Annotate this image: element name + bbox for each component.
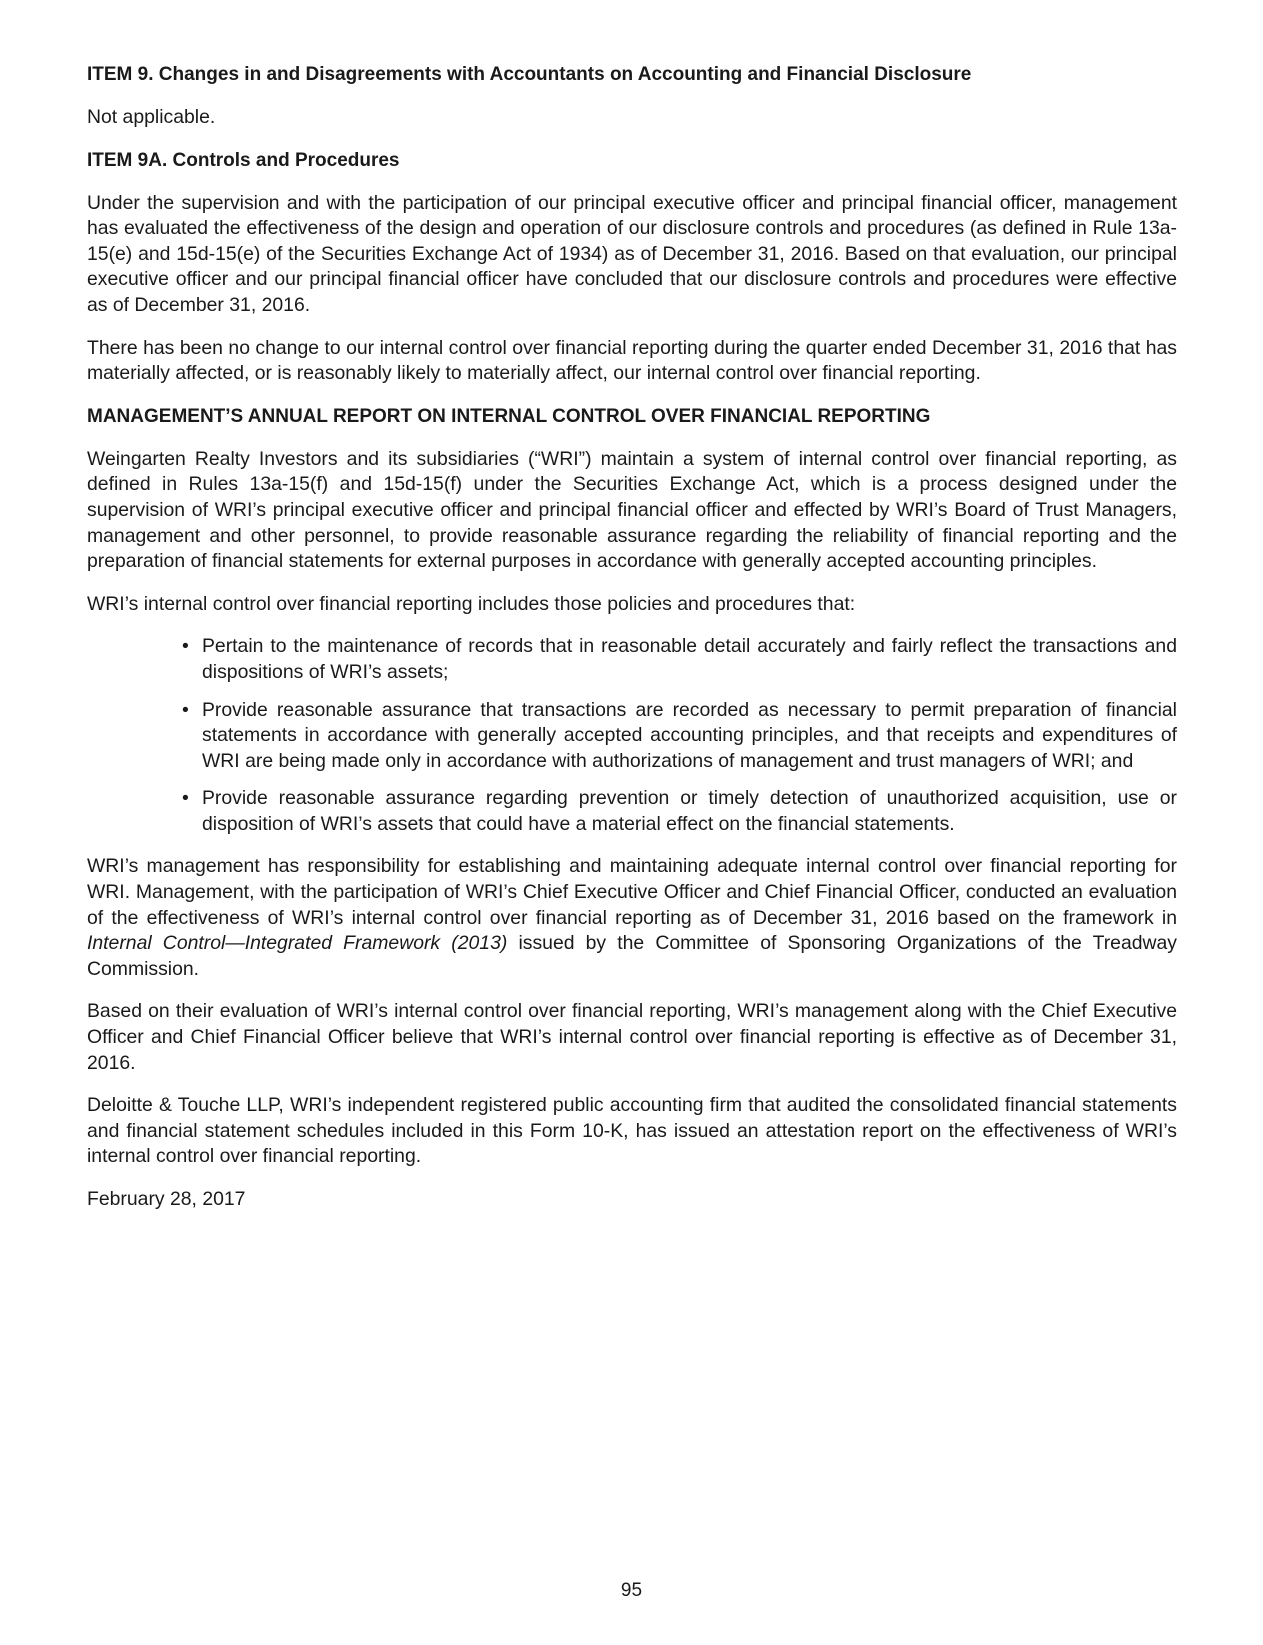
page-number: 95 xyxy=(620,1580,643,1601)
report-paragraph-2: WRI’s internal control over financial reporting includes those policies and procedures that: xyxy=(87,592,856,615)
bullet-icon: • xyxy=(182,698,189,721)
framework-title: Internal Control—Integrated Framework (2013) xyxy=(87,932,508,955)
list-item xyxy=(182,698,1177,775)
item9-text: Not applicable. xyxy=(87,106,216,128)
list-item-text: Provide reasonable assurance that transactions are recorded as necessary to permit preparation of financial statements in accordance with generally accepted accounting principles, and that receipts and expenditures of WRI are being made only in accordance with authorizations of management and trust managers of WRI; and xyxy=(202,698,1177,772)
paragraph-text: issued by the Committee of Sponsoring Organizations of the Treadway Commission. xyxy=(87,932,1177,980)
policy-bullet-list xyxy=(87,634,1177,837)
report-paragraph-3 xyxy=(87,854,1177,982)
report-paragraph-1: Weingarten Realty Investors and its subsidiaries (“WRI”) maintain a system of internal control over financial reporting, as defined in Rules 13a-15(f) and 15d-15(f) under the Securities Exchange Act, which is a process designed under the supervision of WRI’s principal executive officer and principal financial officer and effected by WRI’s Board of Trust Managers, management and other personnel, to provide reasonable assurance regarding the reliability of financial reporting and the preparation of financial statements for external purposes in accordance with generally accepted accounting principles. xyxy=(87,447,1177,573)
item9a-paragraph-2: There has been no change to our internal control over financial reporting during the quarter ended December 31, 2016 that has materially affected, or is reasonably likely to materially affect, our internal control over financial reporting. xyxy=(87,336,1177,385)
list-item-text: Provide reasonable assurance regarding prevention or timely detection of unauthorized acquisition, use or disposition of WRI’s assets that could have a material effect on the financial statements. xyxy=(202,787,1177,835)
item9a-heading: ITEM 9A. Controls and Procedures xyxy=(87,149,400,171)
list-item xyxy=(182,786,1177,837)
document-page xyxy=(87,62,1177,1213)
bullet-icon: • xyxy=(182,635,189,658)
list-item xyxy=(182,634,1177,685)
report-date: February 28, 2017 xyxy=(87,1188,246,1210)
list-item-text: Pertain to the maintenance of records that in reasonable detail accurately and fairly reflect the transactions and dispositions of WRI’s assets; xyxy=(202,635,1177,683)
item9-heading: ITEM 9. Changes in and Disagreements with Accountants on Accounting and Financial Disclosure xyxy=(87,64,972,85)
paragraph-text: WRI’s management has responsibility for establishing and maintaining adequate internal control over financial reporting for WRI. Management, with the participation of WRI’s Chief Executive Officer and Chief Financial Officer, conducted an evaluation of the effectiveness of WRI’s internal control over financial reporting as of December 31, 2016 based on the framework in xyxy=(87,855,1177,929)
bullet-icon: • xyxy=(182,787,189,810)
report-paragraph-4: Based on their evaluation of WRI’s internal control over financial reporting, WRI’s management along with the Chief Executive Officer and Chief Financial Officer believe that WRI’s internal control over financial reporting is effective as of December 31, 2016. xyxy=(87,1000,1177,1074)
item9a-paragraph-1: Under the supervision and with the participation of our principal executive officer and principal financial officer, management has evaluated the effectiveness of the design and operation of our disclosure controls and procedures (as defined in Rule 13a-15(e) and 15d-15(e) of the Securities Exchange Act of 1934) as of December 31, 2016. Based on that evaluation, our principal executive officer and our principal financial officer have concluded that our disclosure controls and procedures were effective as of December 31, 2016. xyxy=(87,191,1177,316)
report-paragraph-5: Deloitte & Touche LLP, WRI’s independent registered public accounting firm that audited the consolidated financial statements and financial statement schedules included in this Form 10-K, has issued an attestation report on the effectiveness of WRI’s internal control over financial reporting. xyxy=(87,1094,1177,1168)
report-heading: MANAGEMENT’S ANNUAL REPORT ON INTERNAL CONTROL OVER FINANCIAL REPORTING xyxy=(87,405,931,427)
